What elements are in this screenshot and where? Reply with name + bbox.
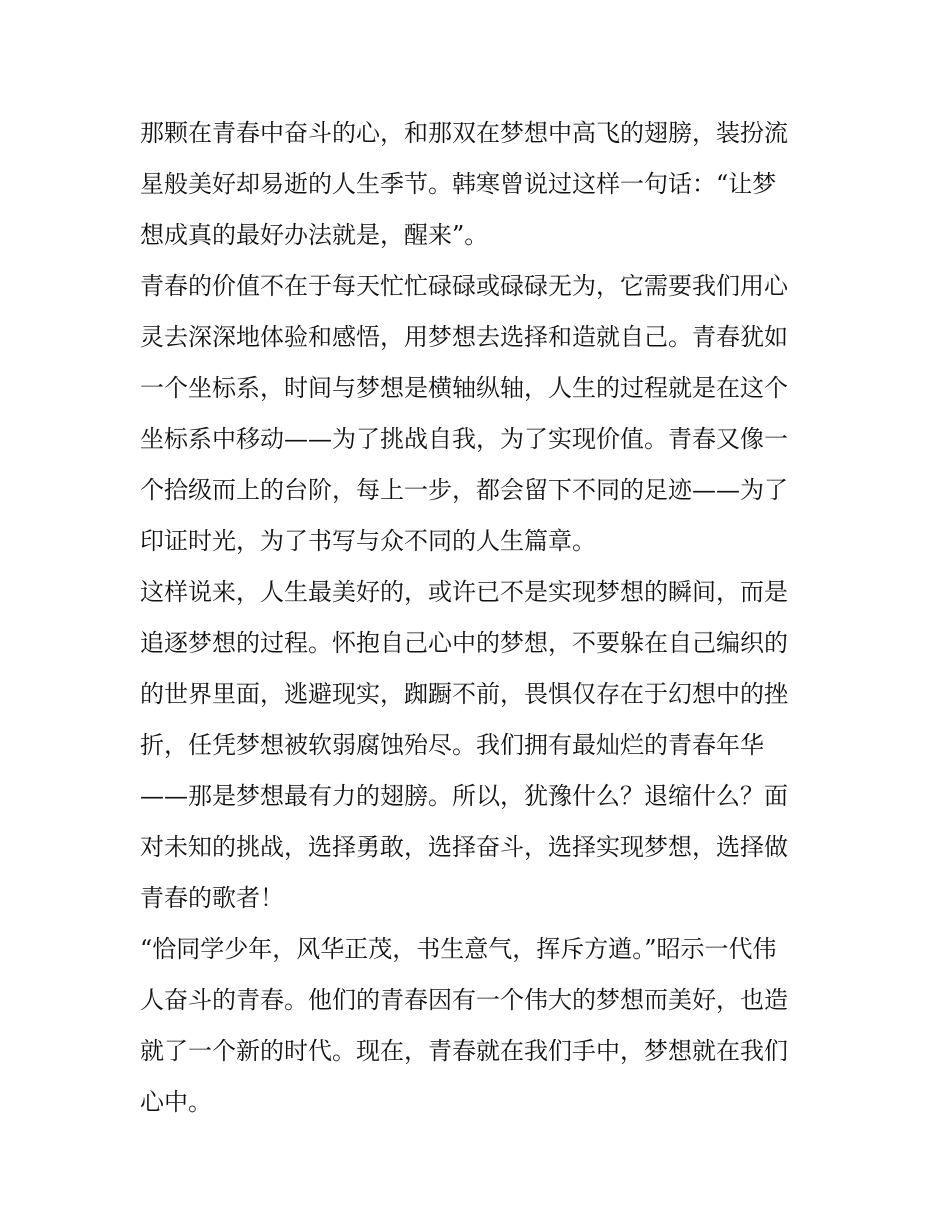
text-line: 追逐梦想的过程。怀抱自己心中的梦想，不要躲在自己编织的 [140,629,788,657]
text-line: 折，任凭梦想被软弱腐蚀殆尽。我们拥有最灿烂的青春年华 [140,731,764,759]
text-line: 一个坐标系，时间与梦想是横轴纵轴，人生的过程就是在这个 [140,374,788,402]
text-line: “恰同学少年，风华正茂，书生意气，挥斥方遒。”昭示一代伟 [140,935,777,963]
text-line: 印证时光，为了书写与众不同的人生篇章。 [140,527,596,555]
text-line: 人奋斗的青春。他们的青春因有一个伟大的梦想而美好，也造 [140,986,788,1014]
text-line: 灵去深深地体验和感悟，用梦想去选择和造就自己。青春犹如 [140,323,788,351]
text-line: 想成真的最好办法就是，醒来”。 [140,221,489,249]
text-line: 对未知的挑战，选择勇敢，选择奋斗，选择实现梦想，选择做 [140,833,788,861]
text-line: 那颗在青春中奋斗的心，和那双在梦想中高飞的翅膀，装扮流 [140,119,788,147]
text-line: 青春的价值不在于每天忙忙碌碌或碌碌无为，它需要我们用心 [140,272,788,300]
text-line: 青春的歌者！ [140,884,284,912]
text-line: 就了一个新的时代。现在，青春就在我们手中，梦想就在我们 [140,1037,788,1065]
text-line: ——那是梦想最有力的翅膀。所以，犹豫什么？退缩什么？面 [140,782,788,810]
text-line: 这样说来，人生最美好的，或许已不是实现梦想的瞬间，而是 [140,578,788,606]
essay-text [140,108,812,1128]
text-line: 心中。 [140,1088,212,1116]
text-line: 个拾级而上的台阶，每上一步，都会留下不同的足迹——为了 [140,476,788,504]
text-line: 的世界里面，逃避现实，踟蹰不前，畏惧仅存在于幻想中的挫 [140,680,788,708]
text-line: 星般美好却易逝的人生季节。韩寒曾说过这样一句话：“让梦 [140,170,777,198]
text-line: 坐标系中移动——为了挑战自我，为了实现价值。青春又像一 [140,425,788,453]
